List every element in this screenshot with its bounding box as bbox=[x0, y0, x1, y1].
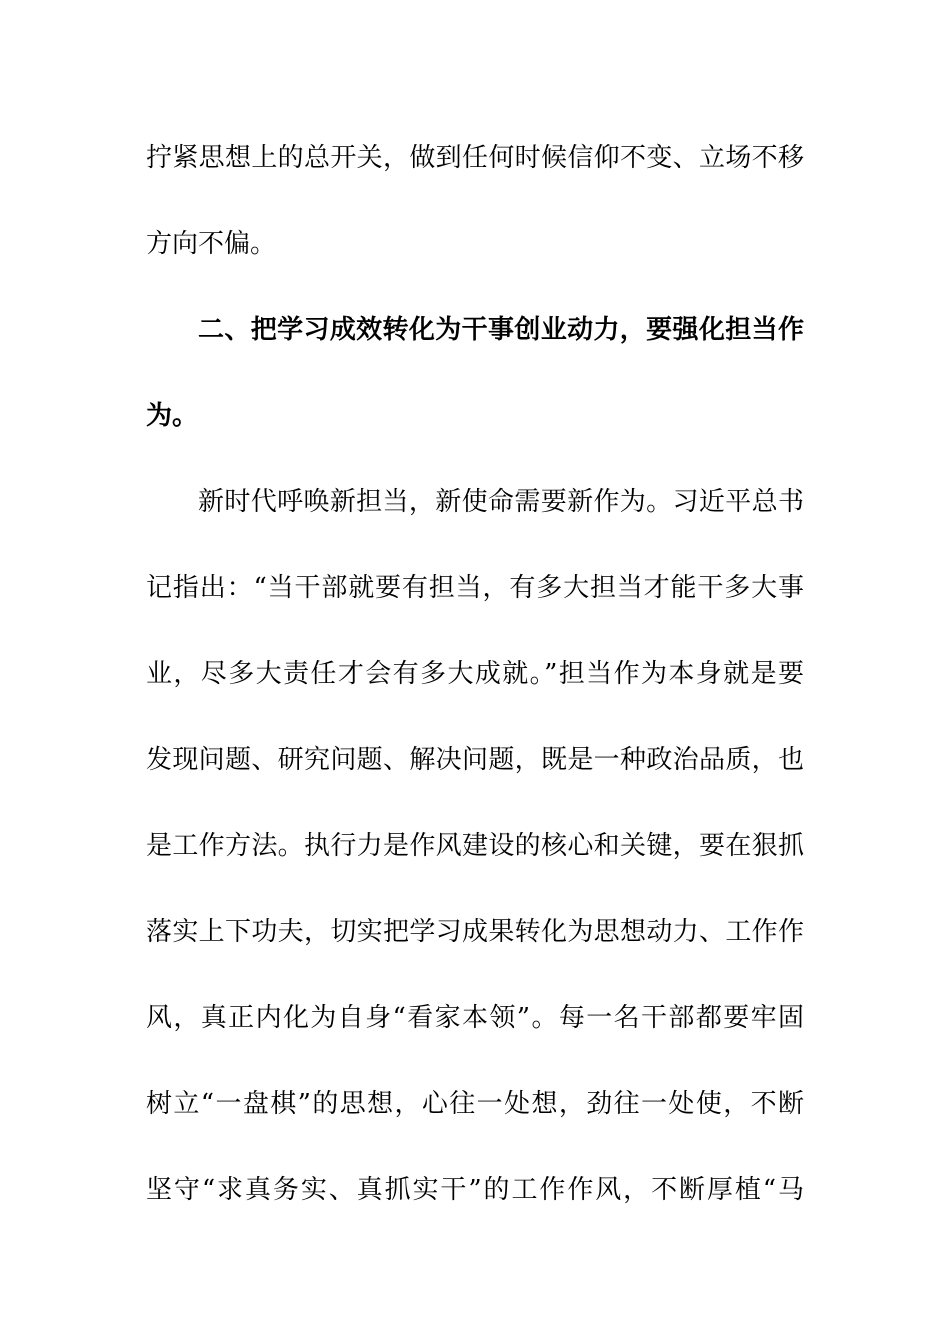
text-line: 坚守“求真务实、真抓实干”的工作作风，不断厚植“马 bbox=[146, 1175, 804, 1205]
text-line: 落实上下功夫，切实把学习成果转化为思想动力、工作作 bbox=[146, 917, 804, 947]
text-line: 树立“一盘棋”的思想，心往一处想，劲往一处使，不断 bbox=[146, 1089, 804, 1119]
text-line: 发现问题、研究问题、解决问题，既是一种政治品质，也 bbox=[146, 745, 804, 775]
text-line: 风，真正内化为自身“看家本领”。每一名干部都要牢固 bbox=[146, 1003, 804, 1033]
section-heading-line: 二、把学习成效转化为干事创业动力，要强化担当作 bbox=[198, 315, 804, 345]
section-heading-line: 为。 bbox=[146, 401, 199, 431]
text-line: 新时代呼唤新担当，新使命需要新作为。习近平总书 bbox=[198, 487, 804, 517]
text-line: 是工作方法。执行力是作风建设的核心和关键，要在狠抓 bbox=[146, 831, 804, 861]
text-line: 拧紧思想上的总开关，做到任何时候信仰不变、立场不移 bbox=[146, 143, 804, 173]
text-line: 方向不偏。 bbox=[146, 229, 277, 259]
document-page bbox=[146, 130, 804, 1248]
text-line: 业，尽多大责任才会有多大成就。”担当作为本身就是要 bbox=[146, 659, 804, 689]
text-line: 记指出：“当干部就要有担当，有多大担当才能干多大事 bbox=[146, 573, 804, 603]
